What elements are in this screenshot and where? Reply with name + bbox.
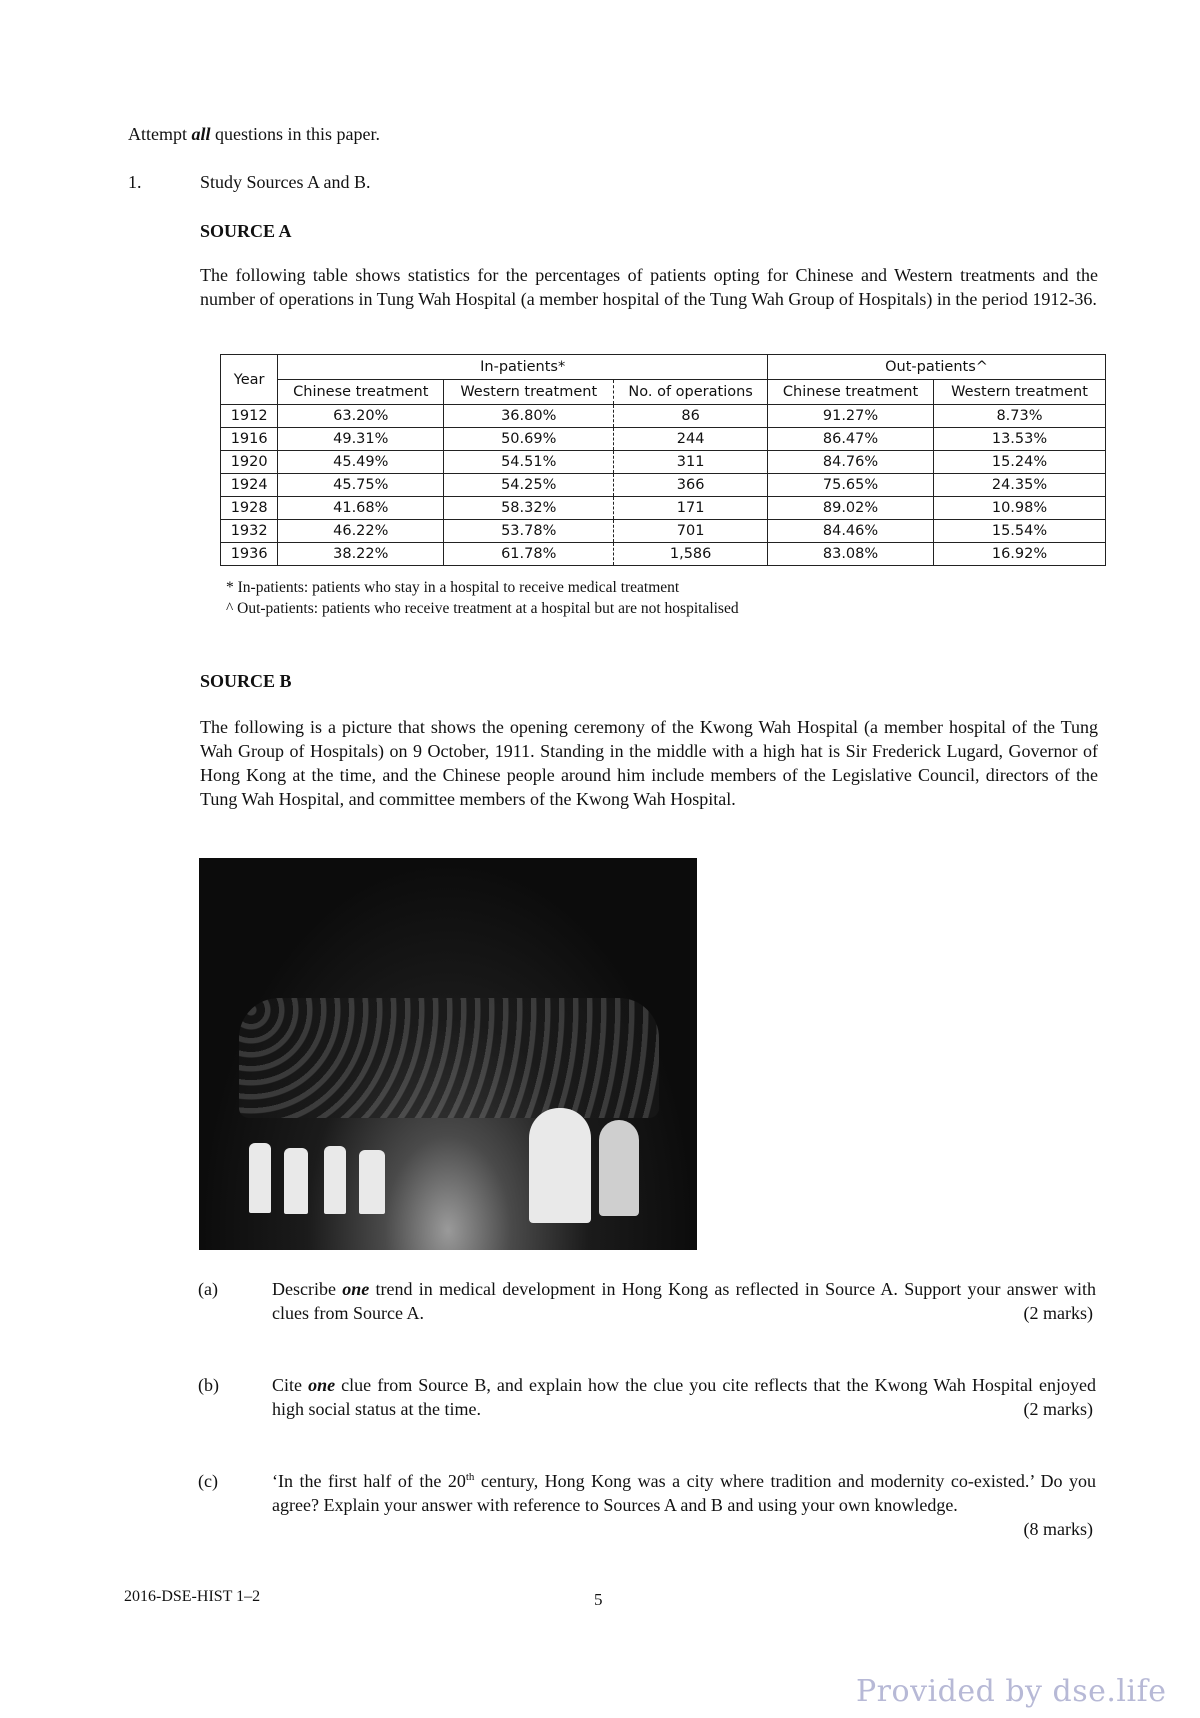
part-c-post: century, Hong Kong was a city where tradition and modernity co-existed.’ Do you agree? Explain your answer with reference to Sources A and B and using your own knowledge. xyxy=(272,1471,1096,1515)
table-cell: 84.76% xyxy=(768,451,934,474)
inpatients-header: In-patients* xyxy=(278,355,768,380)
part-a-text xyxy=(272,1277,1096,1325)
question-number: 1. xyxy=(128,172,142,192)
photo-figure xyxy=(249,1143,271,1213)
table-cell: 15.24% xyxy=(934,451,1106,474)
outpatients-header: Out-patients^ xyxy=(768,355,1106,380)
photo-figure xyxy=(599,1120,639,1216)
source-a-intro: The following table shows statistics for the percentages of patients opting for Chinese and Western treatments and the number of operations in Tung Wah Hospital (a member hospital of the Tung Wah Group of Hospitals) in the period 1912-36. xyxy=(200,265,1098,309)
sub-header: Western treatment xyxy=(934,380,1106,405)
sub-header: Western treatment xyxy=(444,380,614,405)
table-cell: 244 xyxy=(614,428,768,451)
part-a-label: (a) xyxy=(198,1279,218,1299)
instructions-pre: Attempt xyxy=(128,124,192,144)
table-cell: 38.22% xyxy=(278,543,444,566)
table-cell: 46.22% xyxy=(278,520,444,543)
part-c-label: (c) xyxy=(198,1471,218,1491)
table-cell: 10.98% xyxy=(934,497,1106,520)
footnote-inpatients: * In-patients: patients who stay in a hospital to receive medical treatment xyxy=(226,579,680,596)
table-cell: 701 xyxy=(614,520,768,543)
part-c-text xyxy=(272,1469,1096,1517)
table-row xyxy=(221,428,1106,451)
part-c-marks: (8 marks) xyxy=(1023,1519,1093,1539)
part-c-pre: ‘In the first half of the 20 xyxy=(272,1471,466,1491)
question-text: Study Sources A and B. xyxy=(200,172,371,192)
photo-figure xyxy=(359,1150,385,1214)
sub-header: Chinese treatment xyxy=(278,380,444,405)
table-cell: 36.80% xyxy=(444,405,614,428)
table-row xyxy=(221,405,1106,428)
part-b-label: (b) xyxy=(198,1375,219,1395)
table-cell: 1928 xyxy=(221,497,278,520)
table-cell: 1916 xyxy=(221,428,278,451)
part-a-pre: Describe xyxy=(272,1279,343,1299)
photo-figure xyxy=(529,1108,591,1223)
table-cell: 1932 xyxy=(221,520,278,543)
sub-header: No. of operations xyxy=(614,380,768,405)
table-cell: 58.32% xyxy=(444,497,614,520)
table-cell: 1924 xyxy=(221,474,278,497)
table-cell: 63.20% xyxy=(278,405,444,428)
table-row xyxy=(221,451,1106,474)
page-number: 5 xyxy=(594,1590,603,1609)
table-cell: 171 xyxy=(614,497,768,520)
part-b-pre: Cite xyxy=(272,1375,309,1395)
table-cell: 61.78% xyxy=(444,543,614,566)
source-b-heading: SOURCE B xyxy=(200,671,292,691)
sub-header: Chinese treatment xyxy=(768,380,934,405)
table-row xyxy=(221,520,1106,543)
table-cell: 45.49% xyxy=(278,451,444,474)
opening-ceremony-photo xyxy=(199,858,697,1250)
instructions-emphasis: all xyxy=(191,124,211,144)
year-header: Year xyxy=(221,355,278,405)
exam-code: 2016-DSE-HIST 1–2 xyxy=(124,1588,261,1605)
table-cell: 8.73% xyxy=(934,405,1106,428)
table-cell: 13.53% xyxy=(934,428,1106,451)
instructions-post: questions in this paper. xyxy=(210,124,381,144)
part-b-text xyxy=(272,1373,1096,1421)
table-row xyxy=(221,474,1106,497)
table-cell: 50.69% xyxy=(444,428,614,451)
table-cell: 1,586 xyxy=(614,543,768,566)
table-cell: 24.35% xyxy=(934,474,1106,497)
footnote-outpatients: ^ Out-patients: patients who receive treatment at a hospital but are not hospitalised xyxy=(226,600,739,617)
table-cell: 53.78% xyxy=(444,520,614,543)
table-cell: 91.27% xyxy=(768,405,934,428)
instructions xyxy=(128,122,380,146)
source-a-table xyxy=(220,354,1106,566)
table-cell: 1920 xyxy=(221,451,278,474)
table-cell: 311 xyxy=(614,451,768,474)
part-a-post: trend in medical development in Hong Kong as reflected in Source A. Support your answer with clues from Source A. xyxy=(272,1279,1096,1323)
table-cell: 1912 xyxy=(221,405,278,428)
table-cell: 89.02% xyxy=(768,497,934,520)
table-cell: 86.47% xyxy=(768,428,934,451)
photo-figure xyxy=(324,1146,346,1214)
table-row xyxy=(221,497,1106,520)
table-cell: 75.65% xyxy=(768,474,934,497)
table-row xyxy=(221,543,1106,566)
source-a-heading: SOURCE A xyxy=(200,221,292,241)
table-cell: 45.75% xyxy=(278,474,444,497)
photo-crowd xyxy=(239,998,659,1118)
photo-figure xyxy=(284,1148,308,1214)
table-cell: 1936 xyxy=(221,543,278,566)
part-b-post: clue from Source B, and explain how the clue you cite reflects that the Kwong Wah Hospital enjoyed high social status at the time. xyxy=(272,1375,1096,1419)
part-a-marks: (2 marks) xyxy=(1023,1303,1093,1323)
part-b-marks: (2 marks) xyxy=(1023,1399,1093,1419)
table-cell: 16.92% xyxy=(934,543,1106,566)
part-c-superscript: th xyxy=(465,1471,475,1483)
table-cell: 366 xyxy=(614,474,768,497)
table-cell: 54.25% xyxy=(444,474,614,497)
table-cell: 83.08% xyxy=(768,543,934,566)
part-b-emphasis: one xyxy=(308,1375,336,1395)
table-cell: 86 xyxy=(614,405,768,428)
table-cell: 15.54% xyxy=(934,520,1106,543)
table-cell: 54.51% xyxy=(444,451,614,474)
source-b-intro: The following is a picture that shows the opening ceremony of the Kwong Wah Hospital (a member hospital of the Tung Wah Group of Hospitals) on 9 October, 1911. Standing in the middle with a high hat is Sir Frederick Lugard, Governor of Hong Kong at the time, and the Chinese people around him include members of the Legislative Council, directors of the Tung Wah Hospital, and committee members of the Kwong Wah Hospital. xyxy=(200,717,1098,809)
table-cell: 49.31% xyxy=(278,428,444,451)
part-a-emphasis: one xyxy=(342,1279,370,1299)
table-cell: 41.68% xyxy=(278,497,444,520)
table-cell: 84.46% xyxy=(768,520,934,543)
watermark: Provided by dse.life xyxy=(856,1674,1167,1709)
